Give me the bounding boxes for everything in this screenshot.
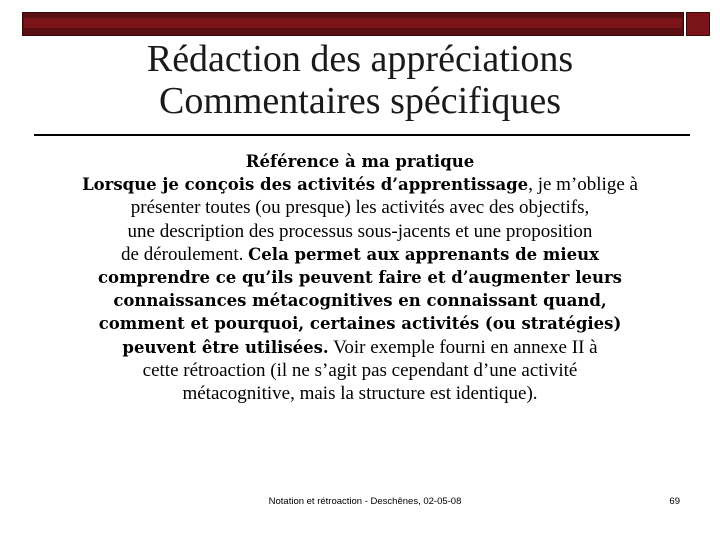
- slide-title: [40, 38, 680, 122]
- header-decorative-bar: [22, 12, 684, 36]
- body-line-2: [40, 173, 680, 196]
- body-line-5: [40, 243, 680, 266]
- body-line-10: cette rétroaction (il ne s’agit pas cependant d’une activité: [142, 359, 578, 381]
- slide-title-line-1: Rédaction des appréciations: [146, 38, 574, 80]
- body-line-2-bold: Lorsque je conçois des activités d’apprentissage: [82, 175, 529, 195]
- body-line-9: [40, 336, 680, 359]
- body-line-8: comment et pourquoi, certaines activités (ou stratégies): [98, 314, 622, 334]
- body-line-3: présenter toutes (ou presque) les activités avec des objectifs,: [130, 197, 590, 219]
- header-bar-stripe: [24, 18, 682, 28]
- body-line-2-rest: , je m’oblige à: [528, 174, 638, 196]
- title-divider: [34, 134, 690, 136]
- body-line-6: comprendre ce qu’ils peuvent faire et d’augmenter leurs: [98, 268, 622, 288]
- body-heading: Référence à ma pratique: [245, 152, 475, 171]
- body-line-9-bold: peuvent être utilisées.: [122, 337, 329, 357]
- footer-text: Notation et rétroaction - Deschênes, 02-05-08: [268, 496, 462, 507]
- page-number: 69: [669, 496, 680, 507]
- slide-body: [40, 150, 680, 405]
- body-line-7: connaissances métacognitives en connaissant quand,: [113, 291, 607, 311]
- slide-title-line-2: Commentaires spécifiques: [158, 80, 562, 122]
- body-line-9-rest: Voir exemple fourni en annexe II à: [328, 336, 598, 358]
- body-line-5-bold: Cela permet aux apprenants de mieux: [248, 244, 599, 264]
- header-decorative-square: [686, 12, 710, 36]
- body-line-4: une description des processus sous-jacents et une proposition: [127, 220, 593, 242]
- body-line-5-normal: de déroulement.: [121, 243, 249, 265]
- body-line-11: métacognitive, mais la structure est identique).: [182, 383, 538, 405]
